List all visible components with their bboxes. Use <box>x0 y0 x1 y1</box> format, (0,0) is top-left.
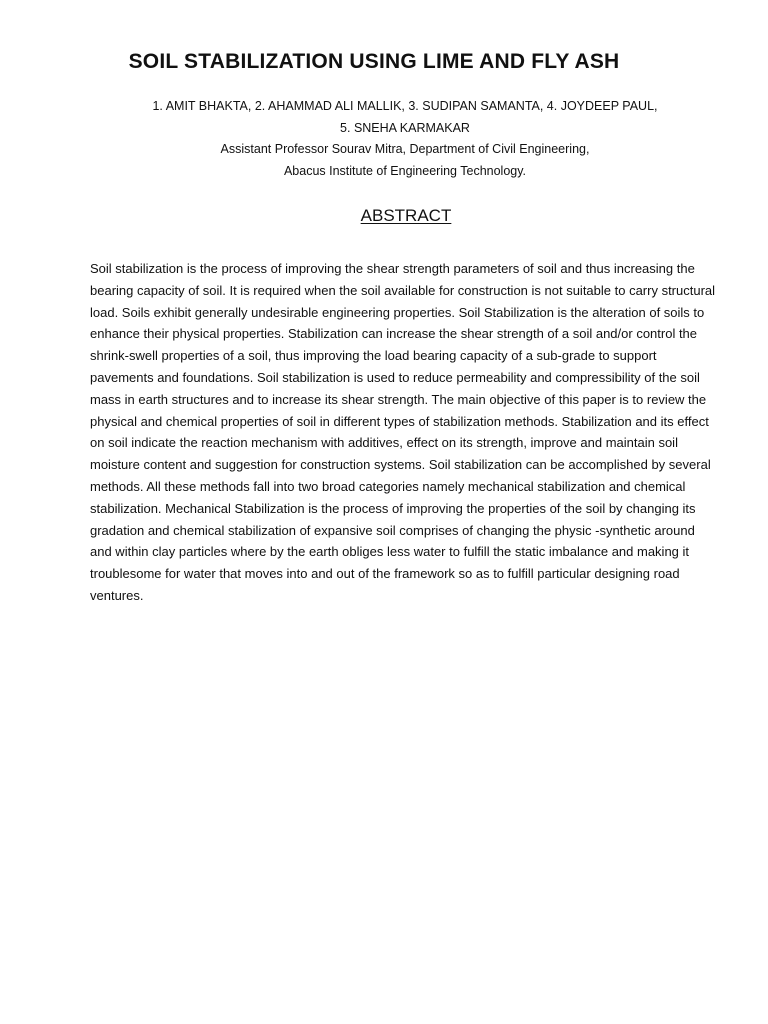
author-block <box>0 96 768 182</box>
affiliation-line-1: Assistant Professor Sourav Mitra, Department of Civil Engineering, <box>220 142 590 156</box>
authors-line-1: 1. AMIT BHAKTA, 2. AHAMMAD ALI MALLIK, 3. SUDIPAN SAMANTA, 4. JOYDEEP PAUL, <box>152 99 658 113</box>
authors-line-2: 5. SNEHA KARMAKAR <box>340 120 470 135</box>
affiliation-line-2: Abacus Institute of Engineering Technology. <box>283 163 527 178</box>
abstract-heading: ABSTRACT <box>360 206 452 225</box>
abstract-text: Soil stabilization is the process of improving the shear strength parameters of soil and thus increasing the bearing capacity of soil. It is required when the soil available for construction is not suitable to carry structural load. Soils exhibit generally undesirable engineering properties. Soil Stabilization is the alteration of soils to enhance their physical properties. Stabilization can increase the shear strength of a soil and/or control the shrink-swell properties of a soil, thus improving the load bearing capacity of a sub-grade to support pavements and foundations. Soil stabilization is used to reduce permeability and compressibility of the soil mass in earth structures and to increase its shear strength. The main objective of this paper is to review the physical and chemical properties of soil in different types of stabilization methods. Stabilization and its effect on soil indicate the reaction mechanism with additives, effect on its strength, improve and maintain soil moisture content and suggestion for construction systems. Soil stabilization can be accomplished by several methods. All these methods fall into two broad categories namely mechanical stabilization and chemical stabilization. Mechanical Stabilization is the process of improving the properties of the soil by changing its gradation and chemical stabilization of expansive soil comprises of changing the physic -synthetic around and within clay particles where by the earth obliges less water to fulfill the static imbalance and making it troublesome for water that moves into and out of the framework so as to fulfill particular designing road ventures. <box>90 261 716 603</box>
paper-title: SOIL STABILIZATION USING LIME AND FLY ASH <box>128 50 620 73</box>
